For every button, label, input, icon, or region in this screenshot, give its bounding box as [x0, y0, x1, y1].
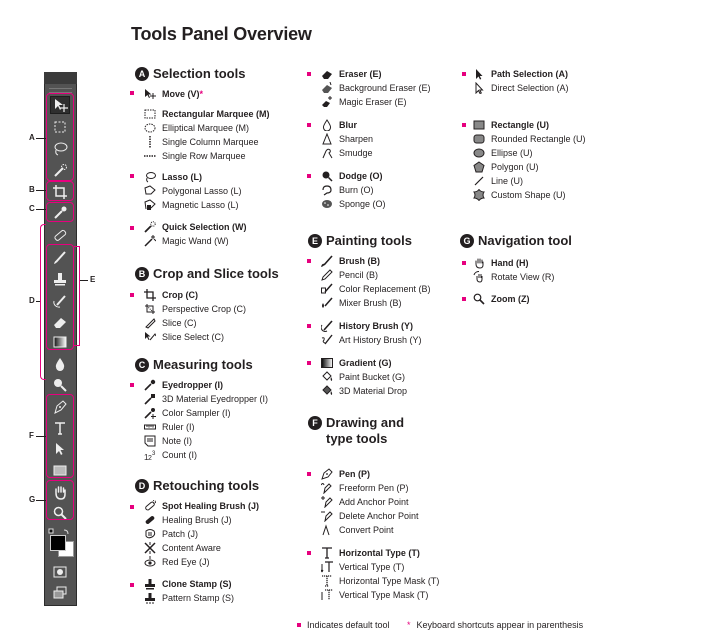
section-f-heading: [308, 415, 404, 447]
tool-item: Single Row Marquee: [141, 149, 246, 163]
tool-item: Rotate View (R): [470, 270, 554, 284]
healing-brush-icon: [144, 514, 156, 526]
tool-item: Single Column Marquee: [141, 135, 259, 149]
tool-item: Sharpen: [318, 132, 373, 146]
sponge-icon: [321, 198, 333, 210]
eraser-icon: [321, 68, 333, 80]
perspective-crop-icon: [144, 303, 156, 315]
tool-item: Red Eye (J): [141, 555, 210, 569]
hand-icon: [473, 257, 485, 269]
group-label-c: C: [29, 204, 35, 213]
default-tool-marker: [307, 174, 311, 178]
custom-shape-icon: [473, 189, 485, 201]
panel-header[interactable]: [44, 72, 77, 84]
tool-item: Horizontal Type (T): [318, 546, 420, 560]
pencil-icon: [321, 269, 333, 281]
tool-item: Background Eraser (E): [318, 81, 431, 95]
section-e-heading: [308, 233, 412, 248]
tool-item: Convert Point: [318, 523, 394, 537]
default-tool-marker: [462, 297, 466, 301]
section-c-heading: [135, 357, 253, 372]
leader-line: [36, 209, 46, 210]
default-tool-marker: [130, 505, 134, 509]
tool-item: Note (I): [141, 434, 192, 448]
tool-item: Gradient (G): [318, 356, 392, 370]
section-badge: G: [460, 234, 474, 248]
slice-select-icon: [144, 331, 156, 343]
tool-item: Hand (H): [470, 256, 529, 270]
legend-shortcuts: * Keyboard shortcuts appear in parenthesis: [407, 620, 584, 630]
tool-item: Move (V) *: [141, 87, 203, 101]
default-tool-marker: [307, 324, 311, 328]
screen-mode-icon: [52, 585, 68, 601]
tool-item: Freeform Pen (P): [318, 481, 409, 495]
tool-item: 3D Material Drop: [318, 384, 407, 398]
content-aware-move-icon: [144, 542, 156, 554]
burn-icon: [321, 184, 333, 196]
tool-item: Mixer Brush (B): [318, 296, 402, 310]
clone-stamp-icon: [144, 578, 156, 590]
leader-line: [36, 500, 46, 501]
tool-item: Eraser (E): [318, 67, 382, 81]
section-title: Measuring tools: [153, 357, 253, 372]
art-history-brush-icon: [321, 334, 333, 346]
count-icon: [144, 449, 156, 461]
tool-item: Pen (P): [318, 467, 370, 481]
section-badge: C: [135, 358, 149, 372]
blur-icon: [321, 119, 333, 131]
group-e-highlight: [46, 244, 74, 350]
vertical-type-mask-icon: [321, 589, 333, 601]
material-drop-icon: [321, 385, 333, 397]
section-d-heading: [135, 478, 259, 493]
color-replacement-icon: [321, 283, 333, 295]
tool-item: Clone Stamp (S): [141, 577, 232, 591]
blur-tool-button[interactable]: [50, 355, 70, 373]
section-a-heading: [135, 66, 245, 81]
sharpen-icon: [321, 133, 333, 145]
default-tool-marker: [462, 72, 466, 76]
default-tool-marker: [130, 174, 134, 178]
dodge-tool-button[interactable]: [50, 376, 70, 394]
magic-eraser-icon: [321, 96, 333, 108]
single-row-icon: [144, 150, 156, 162]
polygon-icon: [473, 161, 485, 173]
tool-item: Healing Brush (J): [141, 513, 232, 527]
section-g-heading: [460, 233, 572, 248]
tool-item: Polygon (U): [470, 160, 539, 174]
leader-line: [36, 190, 46, 191]
tool-item: Paint Bucket (G): [318, 370, 405, 384]
section-title-line1: Drawing and: [326, 415, 405, 430]
shortcut-star: *: [407, 620, 411, 630]
dodge-icon: [321, 170, 333, 182]
quick-mask-button[interactable]: [50, 563, 70, 581]
dodge-icon: [52, 377, 68, 393]
tool-item: Color Replacement (B): [318, 282, 431, 296]
group-label-e: E: [90, 275, 96, 284]
tool-item: Content Aware: [141, 541, 221, 555]
tool-item: Brush (B): [318, 254, 380, 268]
default-tool-marker: [307, 123, 311, 127]
move-icon: [144, 88, 156, 100]
default-tool-marker: [130, 226, 134, 230]
magic-wand-icon: [144, 235, 156, 247]
svg-text:3: 3: [152, 451, 156, 457]
tool-item: Add Anchor Point: [318, 495, 409, 509]
rectangular-marquee-icon: [144, 108, 156, 120]
default-tool-marker: [307, 361, 311, 365]
tool-item: Elliptical Marquee (M): [141, 121, 249, 135]
spot-healing-icon: [144, 500, 156, 512]
lasso-icon: [144, 171, 156, 183]
section-title: Painting tools: [326, 233, 412, 248]
background-eraser-icon: [321, 82, 333, 94]
tool-item: Art History Brush (Y): [318, 333, 422, 347]
tool-item: Sponge (O): [318, 197, 386, 211]
tool-item: Blur: [318, 118, 357, 132]
tool-item: Polygonal Lasso (L): [141, 184, 242, 198]
tool-item: Pattern Stamp (S): [141, 591, 234, 605]
add-anchor-icon: [321, 496, 333, 508]
foreground-color-swatch[interactable]: [50, 535, 66, 551]
pattern-stamp-icon: [144, 592, 156, 604]
section-title: Navigation tool: [478, 233, 572, 248]
tool-item: Line (U): [470, 174, 523, 188]
group-e-bracket: [74, 246, 80, 346]
group-label-f: F: [29, 431, 34, 440]
section-badge: B: [135, 267, 149, 281]
screen-mode-button[interactable]: [50, 584, 70, 602]
tool-item: Ellipse (U): [470, 146, 533, 160]
ellipse-icon: [473, 147, 485, 159]
section-badge: F: [308, 416, 322, 430]
default-tool-marker: [297, 623, 301, 627]
section-badge: A: [135, 67, 149, 81]
default-tool-marker: [307, 472, 311, 476]
legend-default-tool: Indicates default tool: [297, 620, 390, 630]
section-title: Retouching tools: [153, 478, 260, 493]
group-c-highlight: [46, 202, 74, 222]
group-label-b: B: [29, 185, 35, 194]
bandage-icon: [52, 227, 68, 243]
leader-line: [36, 301, 40, 302]
history-brush-icon: [321, 320, 333, 332]
tool-item: Lasso (L): [141, 170, 202, 184]
tool-item: Color Sampler (I): [141, 406, 231, 420]
tool-item: Rectangular Marquee (M): [141, 107, 270, 121]
patch-icon: [144, 528, 156, 540]
section-badge: D: [135, 479, 149, 493]
mixer-brush-icon: [321, 297, 333, 309]
group-label-a: A: [29, 133, 35, 142]
tool-item: Burn (O): [318, 183, 374, 197]
tool-item: Eyedropper (I): [141, 378, 223, 392]
tool-item: Dodge (O): [318, 169, 383, 183]
tool-item: Vertical Type Mask (T): [318, 588, 428, 602]
red-eye-icon: [144, 556, 156, 568]
tool-item: Crop (C): [141, 288, 198, 302]
tool-item: Perspective Crop (C): [141, 302, 246, 316]
default-tool-marker: [462, 123, 466, 127]
tool-item: Rectangle (U): [470, 118, 549, 132]
line-icon: [473, 175, 485, 187]
group-f-highlight: [46, 394, 74, 478]
tool-item: Ruler (I): [141, 420, 195, 434]
tool-item: Delete Anchor Point: [318, 509, 419, 523]
svg-text:1: 1: [144, 453, 149, 461]
freeform-pen-icon: [321, 482, 333, 494]
magnetic-lasso-icon: [144, 199, 156, 211]
tool-item: Patch (J): [141, 527, 198, 541]
section-title: Selection tools: [153, 66, 246, 81]
group-b-highlight: [46, 181, 74, 201]
default-colors-icon[interactable]: [48, 523, 72, 531]
group-label-g: G: [29, 495, 36, 504]
shortcut-star: *: [199, 89, 204, 99]
horizontal-type-mask-icon: [321, 575, 333, 587]
default-tool-marker: [130, 583, 134, 587]
tool-item: Slice (C): [141, 316, 197, 330]
leader-line: [36, 138, 46, 139]
slice-icon: [144, 317, 156, 329]
zoom-icon: [473, 293, 485, 305]
default-tool-marker: [307, 551, 311, 555]
tool-item: Path Selection (A): [470, 67, 568, 81]
material-eyedropper-icon: [144, 393, 156, 405]
default-tool-marker: [130, 91, 134, 95]
svg-text:2: 2: [148, 455, 152, 461]
direct-selection-icon: [473, 82, 485, 94]
smudge-icon: [321, 147, 333, 159]
tool-item: Magnetic Lasso (L): [141, 198, 239, 212]
horizontal-type-icon: [321, 547, 333, 559]
tool-item: Direct Selection (A): [470, 81, 569, 95]
spot-healing-tool-button[interactable]: [50, 226, 70, 244]
quick-mask-icon: [52, 564, 68, 580]
tool-item: 3D Material Eyedropper (I): [141, 392, 268, 406]
convert-point-icon: [321, 524, 333, 536]
group-d-bracket: [40, 224, 46, 380]
color-sampler-icon: [144, 407, 156, 419]
default-tool-marker: [307, 72, 311, 76]
gradient-icon: [321, 357, 333, 369]
drop-icon: [52, 356, 68, 372]
tool-item: Horizontal Type Mask (T): [318, 574, 439, 588]
tool-item: Magic Eraser (E): [318, 95, 407, 109]
vertical-type-icon: [321, 561, 333, 573]
polygonal-lasso-icon: [144, 185, 156, 197]
brush-icon: [321, 255, 333, 267]
elliptical-marquee-icon: [144, 122, 156, 134]
tool-item: 1 2 3 Count (I): [144, 450, 198, 461]
default-tool-marker: [130, 383, 134, 387]
leader-line: [80, 280, 88, 281]
ruler-icon: [144, 421, 156, 433]
single-column-icon: [144, 136, 156, 148]
rotate-view-icon: [473, 271, 485, 283]
delete-anchor-icon: [321, 510, 333, 522]
leader-line: [36, 436, 46, 437]
tool-item: Smudge: [318, 146, 373, 160]
group-a-highlight: [46, 93, 74, 181]
group-label-d: D: [29, 296, 35, 305]
crop-icon: [144, 289, 156, 301]
page-title: Tools Panel Overview: [131, 24, 312, 44]
tool-item: History Brush (Y): [318, 319, 413, 333]
rounded-rectangle-icon: [473, 133, 485, 145]
section-badge: E: [308, 234, 322, 248]
tool-item: Quick Selection (W): [141, 220, 247, 234]
tool-item: Rounded Rectangle (U): [470, 132, 586, 146]
tool-item: Custom Shape (U): [470, 188, 566, 202]
path-selection-icon: [473, 68, 485, 80]
eyedropper-icon: [144, 379, 156, 391]
section-title: Crop and Slice tools: [153, 266, 279, 281]
tool-item: Zoom (Z): [470, 292, 530, 306]
tool-item: Pencil (B): [318, 268, 378, 282]
paint-bucket-icon: [321, 371, 333, 383]
tool-item: Slice Select (C): [141, 330, 224, 344]
note-icon: [144, 435, 156, 447]
pen-icon: [321, 468, 333, 480]
rectangle-icon: [473, 119, 485, 131]
default-tool-marker: [307, 259, 311, 263]
quick-selection-icon: [144, 221, 156, 233]
group-g-highlight: [46, 480, 74, 520]
section-title-line2: type tools: [326, 431, 388, 446]
tool-item: Spot Healing Brush (J): [141, 499, 259, 513]
section-b-heading: [135, 266, 279, 281]
tool-item: Vertical Type (T): [318, 560, 404, 574]
tool-item: Magic Wand (W): [141, 234, 229, 248]
default-tool-marker: [130, 293, 134, 297]
default-tool-marker: [462, 261, 466, 265]
